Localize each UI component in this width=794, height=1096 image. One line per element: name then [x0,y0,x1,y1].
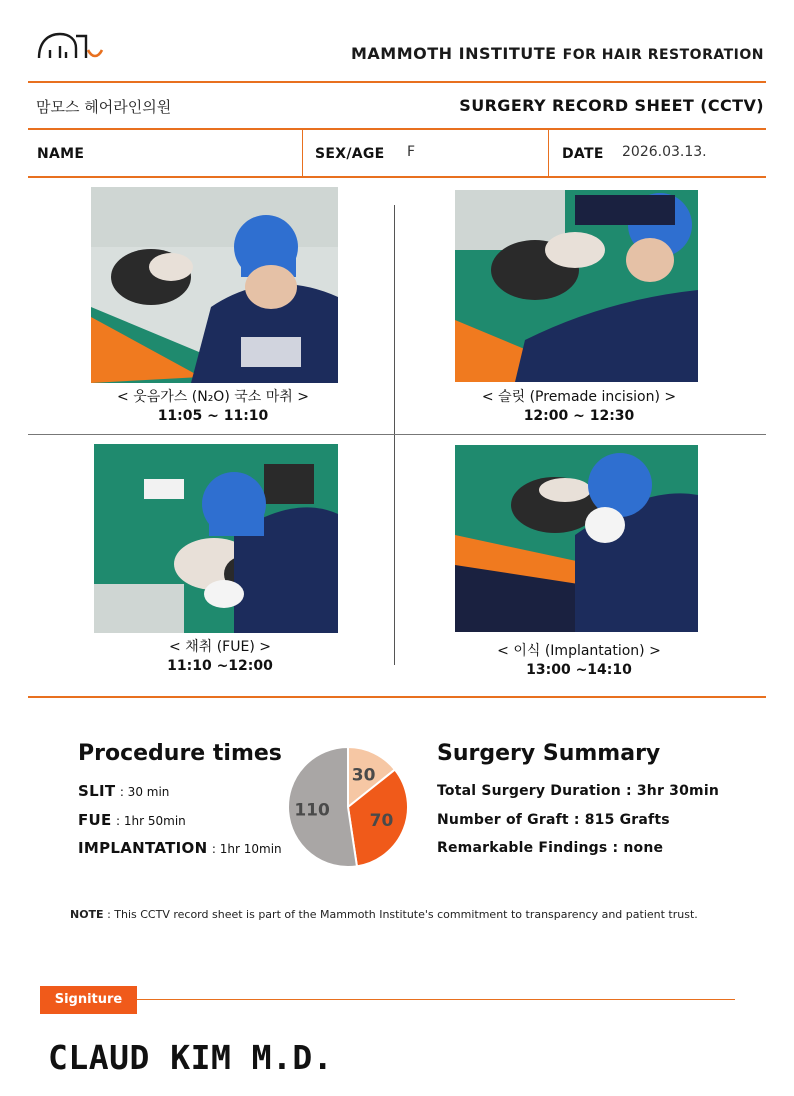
clinic-name: 맘모스 헤어라인의원 [36,98,172,116]
divider [28,128,766,130]
procedure-title: < 슬릿 (Premade incision) > [481,389,677,405]
procedure-title: < 이식 (Implantation) > [497,643,661,659]
procedure-value: : 30 min [119,785,170,799]
photo-caption [83,388,343,426]
photo-caption [449,388,709,426]
photo-caption [449,642,709,680]
cctv-photo-fue [94,444,338,633]
divider [28,696,766,698]
sexage-value: F [407,144,416,160]
divider [28,176,766,178]
procedure-label: FUE [78,811,112,829]
procedure-time: 13:00 ~14:10 [526,662,632,678]
sheet-title: SURGERY RECORD SHEET (CCTV) [459,96,764,115]
date-label: DATE [562,146,604,162]
note-label: NOTE [70,908,104,921]
brand-sub: FOR HAIR RESTORATION [562,47,764,63]
procedure-row [78,782,169,800]
brand-main: MAMMOTH INSTITUTE [350,44,557,63]
grid-divider [28,434,766,435]
note-text: : This CCTV record sheet is part of the Mammoth Institute's commitment to transparency and patient trust. [107,908,698,921]
mammoth-logo-icon [36,28,108,70]
signature-line [137,999,735,1000]
pie-label-slit: 30 [351,765,376,786]
signature-name: CLAUD KIM M.D. [48,1038,334,1077]
pie-label-implantation: 70 [369,811,394,832]
field-separator [302,129,303,176]
date-value: 2026.03.13. [622,144,707,160]
procedure-title: < 웃음가스 (N₂O) 국소 마취 > [117,389,309,405]
grid-divider [394,205,395,665]
procedure-time: 12:00 ~ 12:30 [523,408,635,424]
procedure-label: IMPLANTATION [78,839,208,857]
photo-caption [90,638,350,676]
name-label: NAME [37,146,85,162]
cctv-photo-implantation [455,445,698,632]
procedure-value: : 1hr 10min [211,842,282,856]
procedure-pie-chart [286,745,410,873]
cctv-photo-incision [455,190,698,382]
procedure-row [78,839,282,857]
signature-tag: Signiture [40,986,137,1014]
brand-name [351,44,764,63]
summary-grafts: Number of Graft : 815 Grafts [437,812,670,828]
procedure-time: 11:10 ~12:00 [167,658,273,674]
procedure-value: : 1hr 50min [116,814,186,828]
pie-label-fue: 110 [294,800,330,821]
procedure-row [78,811,186,829]
summary-duration: Total Surgery Duration : 3hr 30min [437,783,719,799]
procedure-label: SLIT [78,782,116,800]
procedure-times-title: Procedure times [78,741,282,766]
surgery-summary-title: Surgery Summary [437,741,661,766]
procedure-time: 11:05 ~ 11:10 [157,408,269,424]
procedure-title: < 채취 (FUE) > [169,639,271,655]
cctv-photo-anesthesia [91,187,338,383]
sexage-label: SEX/AGE [315,146,385,162]
summary-findings: Remarkable Findings : none [437,840,664,856]
field-separator [548,129,549,176]
divider [28,81,766,83]
note [70,908,698,921]
